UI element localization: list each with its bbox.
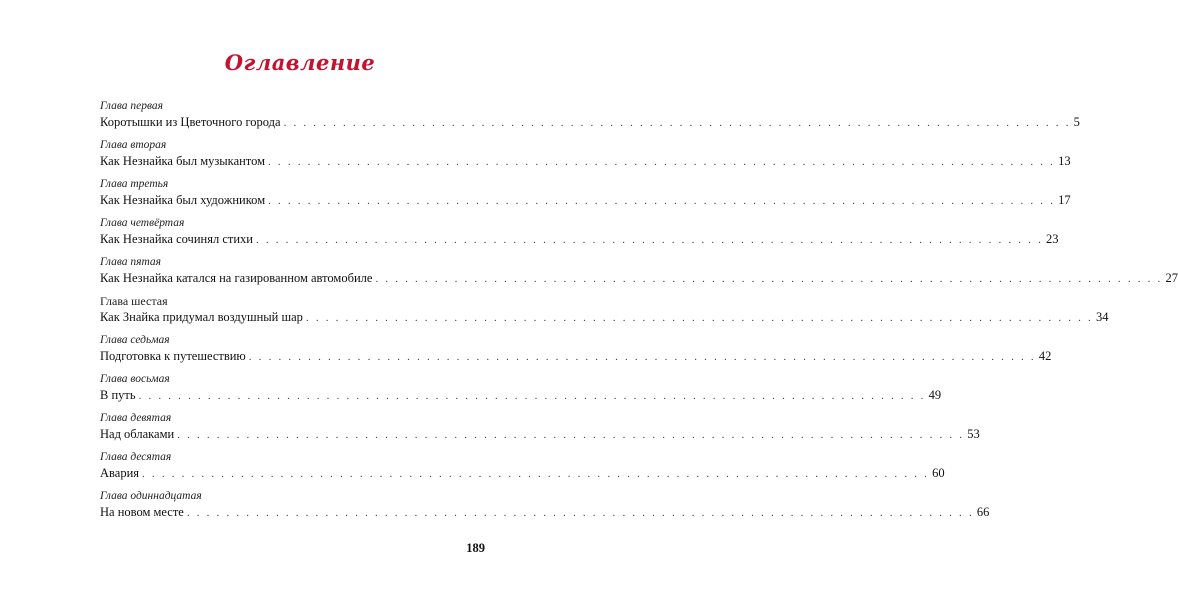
toc-line: [100, 348, 1052, 365]
chapter-label: Глава одиннадцатая: [100, 490, 202, 502]
chapter-page-number: 60: [932, 466, 945, 480]
toc-entry: [100, 100, 1080, 139]
dot-leader: . . . . . . . . . . . . . . . . . . . . . . . . . . . . . . . . . . . . . . . . . . . . . . . . . . . . . . . . . . . . . . . . . . . . . . . . . . . . . . . .: [255, 234, 1044, 246]
toc-entry: [100, 294, 1109, 334]
chapter-label: Глава третья: [100, 178, 169, 190]
toc-line: [100, 426, 980, 443]
chapter-label: Глава первая: [100, 100, 163, 112]
toc-entry: [100, 334, 1052, 373]
dot-leader: . . . . . . . . . . . . . . . . . . . . . . . . . . . . . . . . . . . . . . . . . . . . . . . . . . . . . . . . . . . . . . . . . . . . . . . . . . . . . . . .: [268, 156, 1056, 168]
toc-entry: [100, 139, 1071, 178]
chapter-page-number: 53: [967, 427, 980, 441]
chapter-label: Глава четвёртая: [100, 217, 185, 229]
page-title: Оглавление: [224, 50, 376, 75]
chapter-page-number: 34: [1096, 310, 1109, 324]
table-of-contents: [100, 100, 1178, 529]
chapter-title: Как Незнайка был музыкантом: [100, 154, 266, 168]
chapter-page-number: 13: [1058, 154, 1071, 168]
chapter-page-number: 49: [928, 388, 942, 402]
chapter-label: Глава вторая: [100, 139, 167, 151]
toc-line: [100, 465, 945, 482]
chapter-title: Над облаками: [100, 427, 175, 441]
dot-leader: . . . . . . . . . . . . . . . . . . . . . . . . . . . . . . . . . . . . . . . . . . . . . . . . . . . . . . . . . . . . . . . . . . . . . . . . . . . . . . . .: [268, 195, 1056, 207]
dot-leader: . . . . . . . . . . . . . . . . . . . . . . . . . . . . . . . . . . . . . . . . . . . . . . . . . . . . . . . . . . . . . . . . . . . . . . . . . . . . . . . .: [283, 117, 1071, 129]
toc-entry: [100, 451, 945, 490]
chapter-label: Глава пятая: [100, 256, 162, 268]
toc-entry: [100, 178, 1071, 217]
chapter-title: Коротышки из Цветочного города: [100, 115, 281, 129]
chapter-label: Глава девятая: [100, 412, 172, 424]
chapter-title: Как Незнайка сочинял стихи: [100, 232, 253, 246]
page-number: 189: [466, 541, 485, 555]
toc-line: [100, 153, 1071, 170]
chapter-page-number: 27: [1165, 271, 1178, 285]
toc-line: [100, 387, 942, 404]
toc-line: [100, 504, 990, 521]
chapter-page-number: 23: [1046, 232, 1059, 246]
chapter-label: Глава десятая: [100, 451, 172, 463]
toc-line: [100, 270, 1178, 287]
chapter-title: Как Незнайка был художником: [100, 193, 266, 207]
dot-leader: . . . . . . . . . . . . . . . . . . . . . . . . . . . . . . . . . . . . . . . . . . . . . . . . . . . . . . . . . . . . . . . . . . . . . . . . . . . . . . . .: [375, 273, 1163, 285]
toc-entry: [100, 412, 980, 451]
toc-entry: [100, 373, 942, 412]
chapter-label: Глава восьмая: [100, 373, 170, 385]
chapter-title: Авария: [100, 466, 140, 480]
toc-entry: [100, 256, 1178, 295]
chapter-title: В путь: [100, 388, 136, 402]
toc-line: [100, 192, 1071, 209]
dot-leader: . . . . . . . . . . . . . . . . . . . . . . . . . . . . . . . . . . . . . . . . . . . . . . . . . . . . . . . . . . . . . . . . . . . . . . . . . . . . . . . .: [177, 429, 965, 441]
dot-leader: . . . . . . . . . . . . . . . . . . . . . . . . . . . . . . . . . . . . . . . . . . . . . . . . . . . . . . . . . . . . . . . . . . . . . . . . . . . . . . . .: [248, 351, 1036, 363]
chapter-label: Глава шестая: [100, 294, 168, 308]
dot-leader: . . . . . . . . . . . . . . . . . . . . . . . . . . . . . . . . . . . . . . . . . . . . . . . . . . . . . . . . . . . . . . . . . . . . . . . . . . . . . . . .: [186, 507, 974, 519]
chapter-title: Как Знайка придумал воздушный шар: [100, 310, 303, 324]
chapter-page-number: 66: [976, 505, 990, 519]
chapter-title: На новом месте: [100, 505, 184, 519]
chapter-title: Подготовка к путешествию: [100, 349, 246, 363]
chapter-page-number: 17: [1058, 193, 1071, 207]
dot-leader: . . . . . . . . . . . . . . . . . . . . . . . . . . . . . . . . . . . . . . . . . . . . . . . . . . . . . . . . . . . . . . . . . . . . . . . . . . . . . . . .: [142, 468, 930, 480]
toc-line: [100, 114, 1080, 131]
chapter-label: Глава седьмая: [100, 334, 170, 346]
dot-leader: . . . . . . . . . . . . . . . . . . . . . . . . . . . . . . . . . . . . . . . . . . . . . . . . . . . . . . . . . . . . . . . . . . . . . . . . . . . . . . . .: [305, 312, 1093, 324]
chapter-page-number: 5: [1073, 115, 1080, 129]
toc-entry: [100, 490, 990, 529]
chapter-title: Как Незнайка катался на газированном автомобиле: [100, 271, 373, 285]
dot-leader: . . . . . . . . . . . . . . . . . . . . . . . . . . . . . . . . . . . . . . . . . . . . . . . . . . . . . . . . . . . . . . . . . . . . . . . . . . . . . . . .: [138, 390, 926, 402]
toc-line: [100, 309, 1109, 326]
toc-line: [100, 231, 1059, 248]
toc-entry: [100, 217, 1059, 256]
chapter-page-number: 42: [1038, 349, 1052, 363]
